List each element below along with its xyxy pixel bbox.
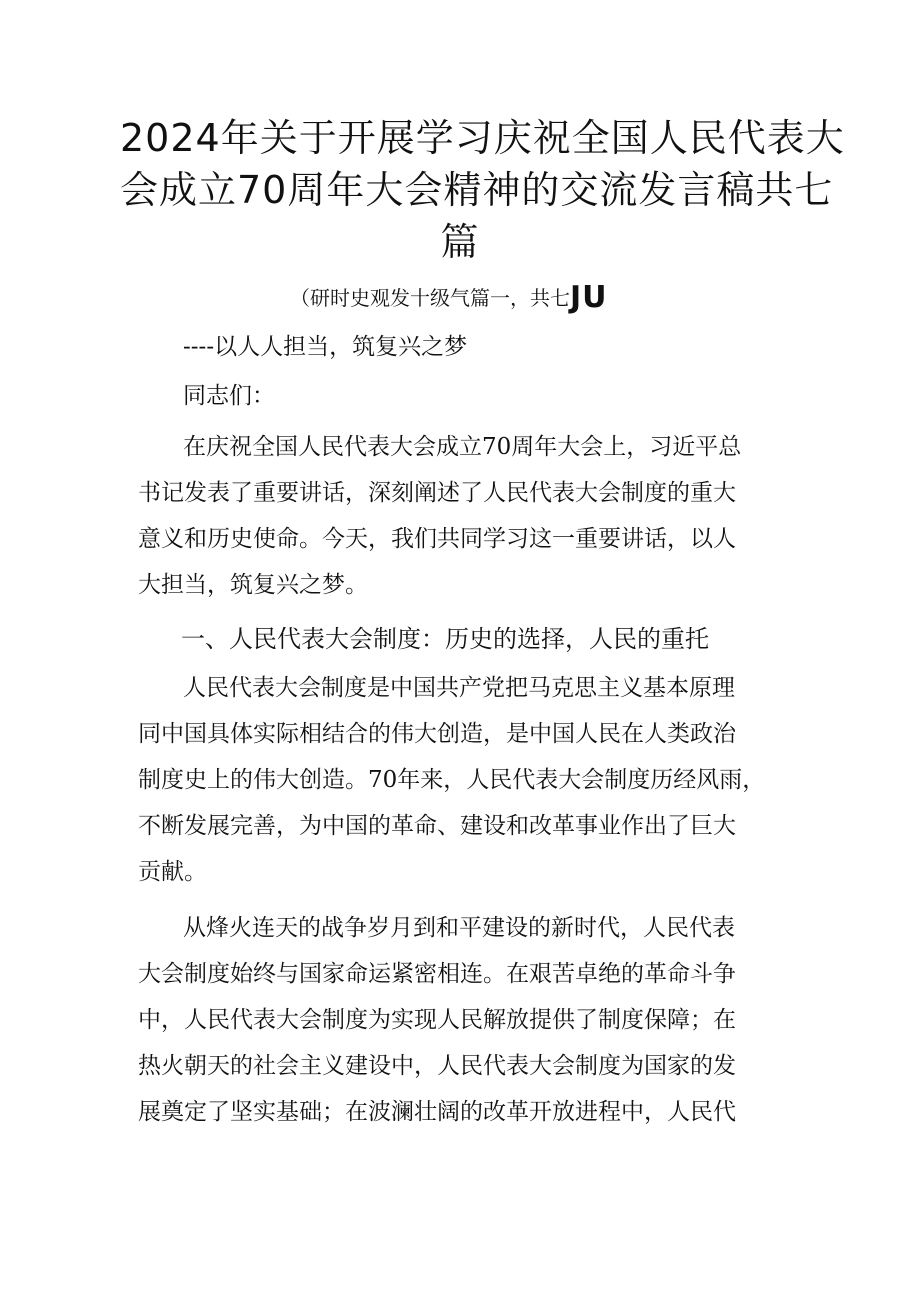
subtitle-tail: JU bbox=[570, 280, 608, 315]
title-line: 会成立70周年大会精神的交流发言稿共七 bbox=[120, 168, 834, 212]
paragraph-history bbox=[138, 665, 788, 895]
paragraph-line: 热火朝天的社会主义建设中，人民代表大会制度为国家的发 bbox=[138, 1053, 736, 1079]
title-line: 篇 bbox=[440, 220, 480, 264]
paragraph-line: 中，人民代表大会制度为实现人民解放提供了制度保障；在 bbox=[138, 1007, 736, 1033]
title-line: 2024年关于开展学习庆祝全国人民代表大 bbox=[120, 116, 845, 160]
paragraph-line: 意义和历史使命。今天，我们共同学习这一重要讲话，以人 bbox=[138, 526, 736, 552]
paragraph-line: 不断发展完善，为中国的革命、建设和改革事业作出了巨大 bbox=[138, 813, 736, 839]
document-subtitle bbox=[290, 280, 608, 315]
document-title bbox=[120, 112, 845, 268]
paragraph-line: 制度史上的伟大创造。70年来，人民代表大会制度历经风雨， bbox=[138, 767, 766, 793]
paragraph-line: 大担当，筑复兴之梦。 bbox=[138, 572, 368, 598]
paragraph-line: 从烽火连天的战争岁月到和平建设的新时代，人民代表 bbox=[183, 915, 735, 941]
paragraph-line: 人民代表大会制度是中国共产党把马克思主义基本原理 bbox=[183, 675, 735, 701]
paragraph-line: 贡献。 bbox=[138, 859, 207, 885]
paragraph-line: 书记发表了重要讲话，深刻阐述了人民代表大会制度的重大 bbox=[138, 480, 736, 506]
paragraph-line: 在庆祝全国人民代表大会成立70周年大会上，习近平总 bbox=[183, 434, 742, 460]
paragraph-line: 展奠定了坚实基础；在波澜壮阔的改革开放进程中，人民代 bbox=[138, 1099, 736, 1125]
paragraph-intro bbox=[138, 424, 788, 608]
tagline: ----以人人担当，筑复兴之梦 bbox=[183, 334, 468, 360]
section-heading: 一、人民代表大会制度：历史的选择，人民的重托 bbox=[181, 625, 709, 653]
paragraph-line: 同中国具体实际相结合的伟大创造，是中国人民在人类政治 bbox=[138, 721, 736, 747]
salutation: 同志们： bbox=[183, 383, 275, 409]
paragraph-destiny bbox=[138, 905, 788, 1135]
paragraph-line: 大会制度始终与国家命运紧密相连。在艰苦卓绝的革命斗争 bbox=[138, 961, 736, 987]
subtitle-text: （研时史观发十级气篇一，共七 bbox=[290, 286, 570, 310]
